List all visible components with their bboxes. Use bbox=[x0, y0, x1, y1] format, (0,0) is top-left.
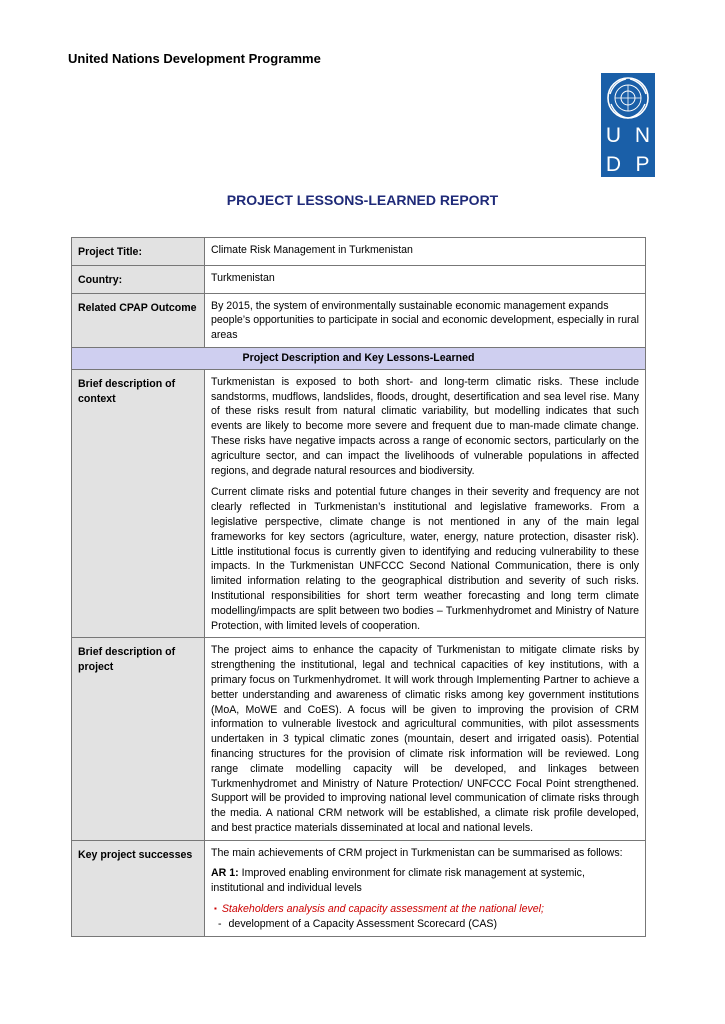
square-bullet-icon: ▪ bbox=[214, 904, 217, 914]
ar1-label: AR 1: bbox=[211, 867, 239, 880]
project-description-label: Brief description of project bbox=[72, 638, 205, 840]
project-description-value bbox=[205, 638, 646, 840]
successes-label: Key project successes bbox=[72, 840, 205, 936]
report-table bbox=[71, 237, 646, 937]
context-value bbox=[205, 369, 646, 638]
context-label: Brief description of context bbox=[72, 369, 205, 638]
dash-item bbox=[211, 917, 639, 932]
undp-letter-grid bbox=[601, 123, 655, 177]
un-emblem-icon bbox=[606, 76, 650, 120]
table-row bbox=[72, 638, 646, 840]
dash-bullet-icon: - bbox=[218, 917, 222, 930]
related-cpap-label: Related CPAP Outcome bbox=[72, 293, 205, 347]
organization-name: United Nations Development Programme bbox=[68, 51, 321, 66]
table-row bbox=[72, 265, 646, 293]
project-title-label: Project Title: bbox=[72, 238, 205, 266]
undp-logo bbox=[601, 73, 655, 177]
project-title-value: Climate Risk Management in Turkmenistan bbox=[205, 238, 646, 266]
table-row bbox=[72, 293, 646, 347]
report-title: PROJECT LESSONS-LEARNED REPORT bbox=[226, 192, 499, 208]
country-value: Turkmenistan bbox=[205, 265, 646, 293]
country-label: Country: bbox=[72, 265, 205, 293]
logo-letter: U bbox=[601, 123, 626, 148]
red-bullet-text: Stakeholders analysis and capacity assessment at the national level; bbox=[221, 903, 544, 916]
red-bullet-item bbox=[211, 902, 639, 917]
ar1-text: Improved enabling environment for climate risk management at systemic, institutional and individual levels bbox=[211, 867, 585, 895]
table-row bbox=[72, 238, 646, 266]
successes-intro: The main achievements of CRM project in Turkmenistan can be summarised as follows: bbox=[211, 846, 623, 859]
logo-letter: P bbox=[630, 152, 655, 177]
dash-item-text: development of a Capacity Assessment Scorecard (CAS) bbox=[228, 917, 498, 930]
logo-letter: D bbox=[601, 152, 626, 177]
section-header: Project Description and Key Lessons-Learned bbox=[72, 347, 646, 369]
table-row bbox=[72, 369, 646, 638]
successes-value bbox=[205, 840, 646, 936]
table-row bbox=[72, 347, 646, 369]
table-row bbox=[72, 840, 646, 936]
project-paragraph: The project aims to enhance the capacity of Turkmenistan to mitigate climate risks by strengthening the institutional, legal and technical capacities of key institutions, with a primary focus on Turkmenhydromet. It will work through Implementing Partner to achieve a better understanding and awareness of climatic risks among key government institutions (MoA, MoWE and CoES). A focus will be given to improving the provision of CRM information to vulnerable livestock and agricultural communities, with pilot assessments undertaken in 3 typical climatic zones (mountain, desert and irrigated oasis). Potential financing structures for the provision of climate risk information will be reviewed. Long range climate modelling capacity will be developed, and linkages between Turkmenhydromet and Ministry of Nature Protection/ UNFCCC Focal Point strengthened. Support will be provided to improving national level communication of climate risks through the media. A national CRM network will be established, a climate risk profile developed, and best practice materials disseminated at local and national levels. bbox=[211, 644, 639, 834]
ar1-item bbox=[211, 866, 639, 896]
context-paragraph: Current climate risks and potential future changes in their severity and frequency are not clearly reflected in Turkmenistan’s institutional and legislative frameworks. From a legislative perspective, climate change is not mentioned in any of the main legal frameworks for key sectors (agriculture, water, energy, nature protection, disaster risk). Little institutional focus is currently given to identifying and reducing vulnerability to these impacts. In the Turkmenistan UNFCCC Second National Communication, there is only limited information relating to the geographical distribution and severity of such risks. Institutional responsibilities for short term weather forecasting and long term climate modelling/impacts are split between two bodies – Turkmenhydromet and Ministry of Nature Protection, with limited levels of cooperation. bbox=[211, 486, 639, 632]
related-cpap-value: By 2015, the system of environmentally sustainable economic management expands people’s opportunities to participate in social and economic development, especially in rural areas bbox=[205, 293, 646, 347]
logo-letter: N bbox=[630, 123, 655, 148]
context-paragraph: Turkmenistan is exposed to both short- and long-term climatic risks. These include sandstorms, mudflows, landslides, floods, drought, desertification and sea level rise. Many of these risks result from natural climatic variability, but modelling indicates that such events are likely to become more severe and frequent due to man-made climate change. These risks have negative impacts across a range of economic sectors, particularly on the agriculture sector, and can impact the livelihoods of vulnerable populations in affected regions, and degrade natural resources and biodiversity. bbox=[211, 375, 639, 477]
